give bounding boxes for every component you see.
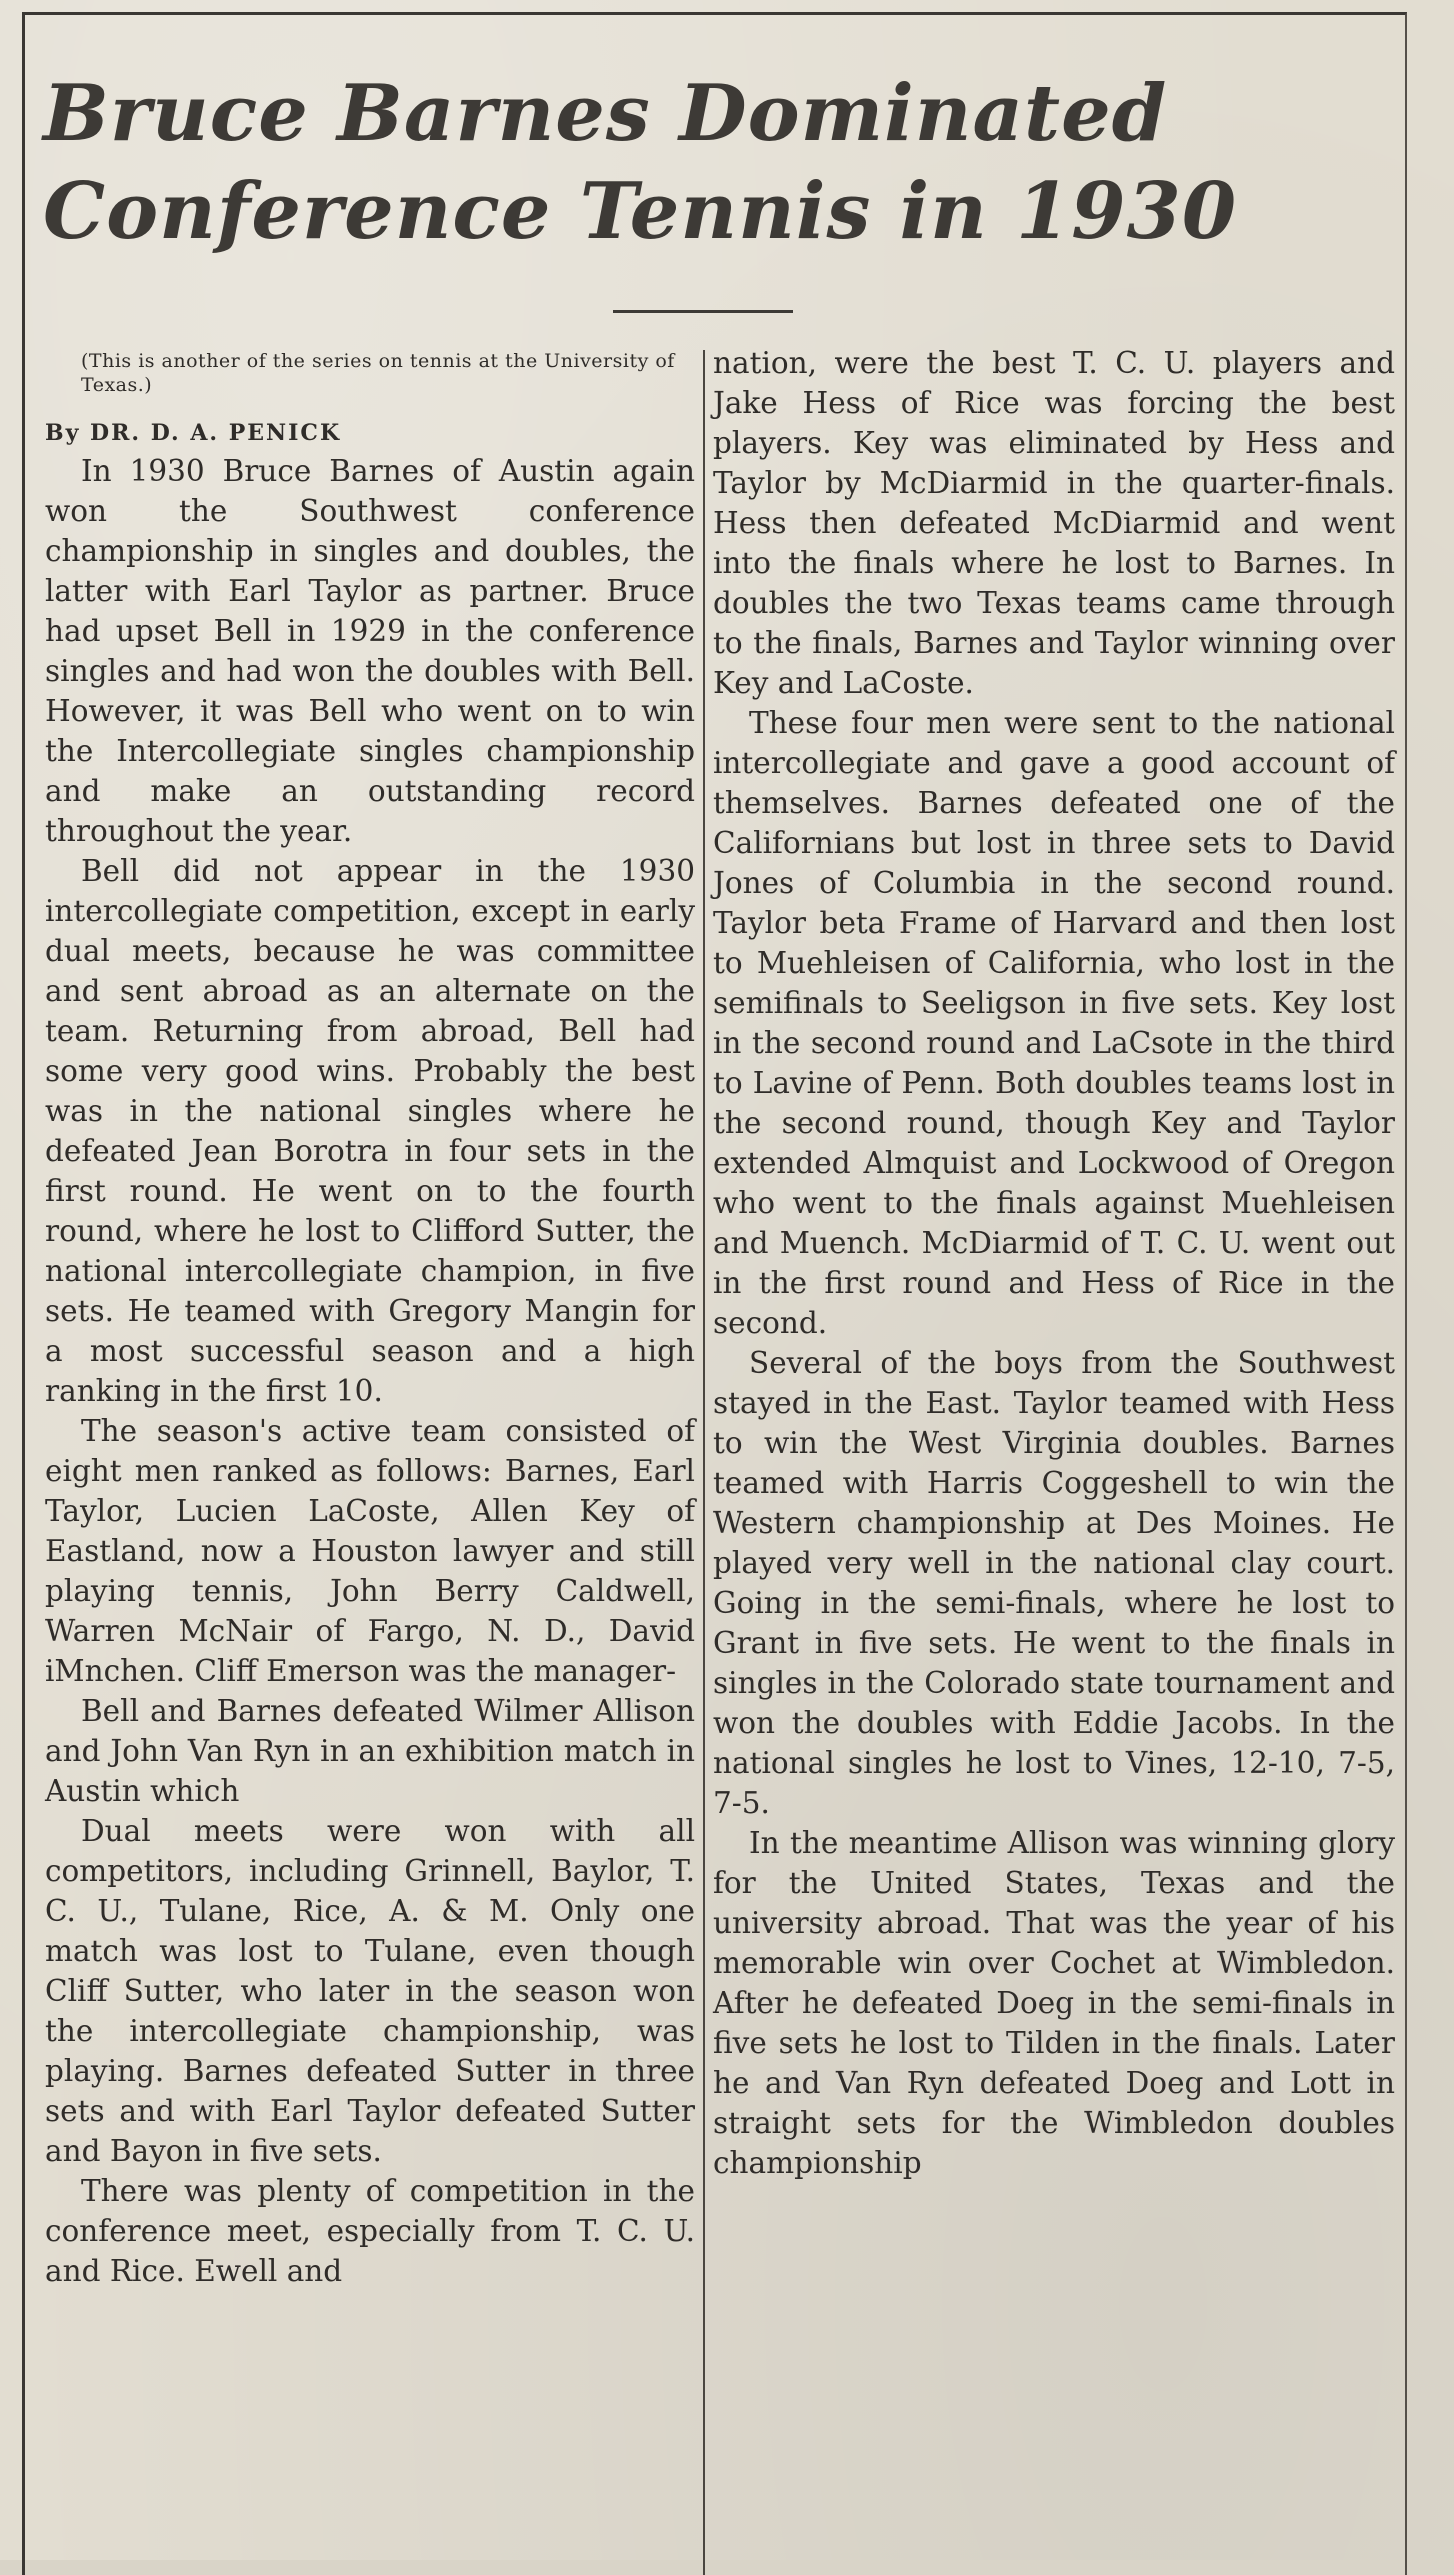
headline-line-2: Conference Tennis in 1930 (43, 166, 1238, 257)
paragraph: In the meantime Allison was winning glory for the United States, Texas and the university abroad. That was the year of his memorable win over Cochet at Wimbledon. After he defeated Doeg in the semi-finals in five sets he lost to Tilden in the finals. Later he and Van Ryn defeated Doeg and Lott in straight sets for the Wimbledon doubles championship (713, 1826, 1395, 2180)
headline-line-1: Bruce Barnes Dominated (43, 68, 1168, 159)
right-column (713, 343, 1395, 2183)
paragraph: Bell and Barnes defeated Wilmer Allison and John Van Ryn in an exhibition match in Austin which (45, 1694, 695, 1808)
paragraph: nation, were the best T. C. U. players and Jake Hess of Rice was forcing the best players. Key was eliminated by Hess and Taylor by McDiarmid in the quarter-finals. Hess then defeated McDiarmid and went into the finals where he lost to Barnes. In doubles the two Texas teams came through to the finals, Barnes and Taylor winning over Key and LaCoste. (713, 346, 1395, 700)
paragraph: There was plenty of competition in the conference meet, especially from T. C. U. and Rice. Ewell and (45, 2174, 695, 2288)
headline (43, 65, 1237, 261)
paragraph: The season's active team consisted of eight men ranked as follows: Barnes, Earl Taylor, Lucien LaCoste, Allen Key of Eastland, now a Houston lawyer and still playing tennis, John Berry Caldwell, Warren McNair of Fargo, N. D., David iMnchen. Cliff Emerson was the manager- (45, 1414, 695, 1688)
paragraph: Several of the boys from the Southwest stayed in the East. Taylor teamed with Hess to win the West Virginia doubles. Barnes teamed with Harris Coggeshell to win the Western championship at Des Moines. He played very well in the national clay court. Going in the semi-finals, where he lost to Grant in five sets. He went to the finals in singles in the Colorado state tournament and won the doubles with Eddie Jacobs. In the national singles he lost to Vines, 12-10, 7-5, 7-5. (713, 1346, 1395, 1820)
paragraph: Dual meets were won with all competitors, including Grinnell, Baylor, T. C. U., Tulane, Rice, A. & M. Only one match was lost to Tulane, even though Cliff Sutter, who later in the season won the intercollegiate championship, was playing. Barnes defeated Sutter in three sets and with Earl Taylor defeated Sutter and Bayon in five sets. (45, 1814, 695, 2168)
column-divider (703, 350, 705, 2575)
series-note: (This is another of the series on tennis at the University of Texas.) (81, 350, 675, 396)
byline: By DR. D. A. PENICK (45, 420, 342, 446)
headline-rule (613, 310, 793, 313)
paragraph: These four men were sent to the national intercollegiate and gave a good account of themselves. Barnes defeated one of the Californians but lost in three sets to David Jones of Columbia in the second round. Taylor beta Frame of Harvard and then lost to Muehleisen of California, who lost in the semifinals to Seeligson in five sets. Key lost in the second round and LaCsote in the third to Lavine of Penn. Both doubles teams lost in the second round, though Key and Taylor extended Almquist and Lockwood of Oregon who went to the finals against Muehleisen and Muench. McDiarmid of T. C. U. went out in the first round and Hess of Rice in the second. (713, 706, 1395, 1340)
newspaper-clipping (22, 12, 1407, 2575)
left-column (45, 343, 695, 2291)
paragraph: In 1930 Bruce Barnes of Austin again won the Southwest conference championship in singles and doubles, the latter with Earl Taylor as partner. Bruce had upset Bell in 1929 in the conference singles and had won the doubles with Bell. However, it was Bell who went on to win the Intercollegiate singles championship and make an outstanding record throughout the year. (45, 454, 695, 848)
paragraph: Bell did not appear in the 1930 intercollegiate competition, except in early dual meets, because he was committee and sent abroad as an alternate on the team. Returning from abroad, Bell had some very good wins. Probably the best was in the national singles where he defeated Jean Borotra in four sets in the first round. He went on to the fourth round, where he lost to Clifford Sutter, the national intercollegiate champion, in five sets. He teamed with Gregory Mangin for a most successful season and a high ranking in the first 10. (45, 854, 695, 1408)
